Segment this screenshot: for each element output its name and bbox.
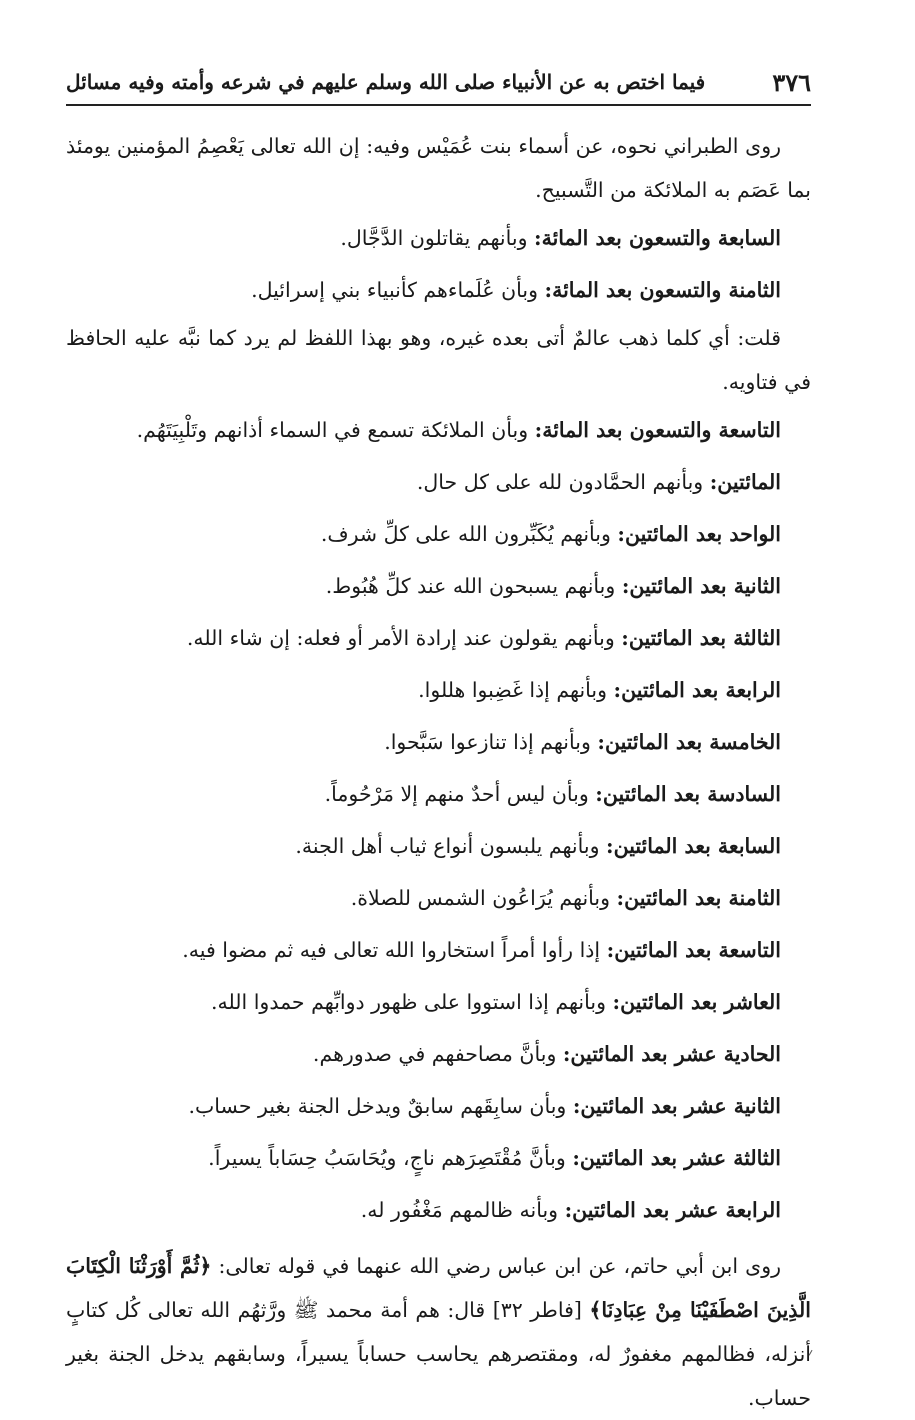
item-heading: السابعة والتسعون بعد المائة:	[534, 226, 781, 250]
item-heading: الرابعة بعد المائتين:	[613, 678, 781, 702]
list-item	[66, 924, 811, 976]
item-heading: الثالثة عشر بعد المائتين:	[572, 1146, 781, 1170]
item-text: وبأن الملائكة تسمع في السماء أذانهم وتَلْبِيَتَهُم.	[136, 418, 535, 442]
item-text: إذا رأوا أمراً استخاروا الله تعالى فيه ثم مضوا فيه.	[182, 938, 607, 962]
item-text: وبأنهم إذا تنازعوا سَبَّحوا.	[384, 730, 598, 754]
list-item	[66, 264, 811, 316]
body-text	[66, 124, 811, 1420]
closing-paragraph	[66, 1244, 811, 1420]
page-number: ٣٧٦	[772, 67, 811, 97]
item-text: وبأنهم يسبحون الله عند كلِّ هُبُوط.	[325, 574, 622, 598]
list-item	[66, 612, 811, 664]
item-heading: الرابعة عشر بعد المائتين:	[564, 1198, 781, 1222]
item-heading: المائتين:	[709, 470, 781, 494]
item-heading: الثانية بعد المائتين:	[621, 574, 781, 598]
list-item	[66, 404, 811, 456]
item-text: وبأن عُلَماءهم كأنبياء بني إسرائيل.	[251, 278, 545, 302]
item-text: وبأنهم الحمَّادون لله على كل حال.	[416, 470, 710, 494]
item-text: وبأنه ظالمهم مَغْفُور له.	[360, 1198, 565, 1222]
item-heading: التاسعة والتسعون بعد المائة:	[534, 418, 781, 442]
item-heading: الثالثة بعد المائتين:	[621, 626, 781, 650]
item-text: وبأنهم يُكَبِّرون الله على كلِّ شرف.	[320, 522, 618, 546]
item-text: وبأنَّ مصاحفهم في صدورهم.	[312, 1042, 563, 1066]
item-heading: التاسعة بعد المائتين:	[606, 938, 781, 962]
item-heading: السابعة بعد المائتين:	[606, 834, 781, 858]
item-text: وبأن سابِقَهم سابقٌ ويدخل الجنة بغير حساب.	[188, 1094, 573, 1118]
item-text: وبأنهم يقاتلون الدَّجَّال.	[340, 226, 535, 250]
closing-text-before: روى ابن أبي حاتم، عن ابن عباس رضي الله عنهما في قوله تعالى:	[211, 1254, 782, 1278]
list-item	[66, 1028, 811, 1080]
list-item	[66, 976, 811, 1028]
item-heading: الثامنة والتسعون بعد المائة:	[544, 278, 781, 302]
item-text: وبأنهم إذا غَضِبوا هللوا.	[418, 678, 614, 702]
item-text: وبأنَّ مُقْتَصِرَهم ناجٍ، ويُحَاسَبُ حِسَاباً يسيراً.	[208, 1146, 573, 1170]
list-item	[66, 664, 811, 716]
item-heading: الواحد بعد المائتين:	[617, 522, 781, 546]
item-heading: السادسة بعد المائتين:	[595, 782, 781, 806]
item-text: وبأنهم يقولون عند إرادة الأمر أو فعله: إن شاء الله.	[186, 626, 622, 650]
item-heading: الخامسة بعد المائتين:	[597, 730, 781, 754]
note-paragraph: قلت: أي كلما ذهب عالمٌ أتى بعده غيره، وهو بهذا اللفظ لم يرد كما نبَّه عليه الحافظ في فتاويه.	[66, 326, 811, 394]
item-text: وبأنهم يلبسون أنواع ثياب أهل الجنة.	[295, 834, 607, 858]
closing-text-after: [فاطر ٣٢] قال: هم أمة محمد ﷺ ورَّثهُم الله تعالى كُل كتابٍ أنزله، فظالمهم مغفورٌ له، ومقتصرهم يحاسب حساباً يسيراً، وسابقهم يدخل الجنة بغير حساب.	[66, 1298, 811, 1410]
list-item	[66, 508, 811, 560]
list-item	[66, 872, 811, 924]
page-header	[66, 60, 811, 106]
quran-quote: ﴿ثُمَّ أَوْرَثْنَا الْكِتَابَ الَّذِينَ اصْطَفَيْنَا مِنْ عِبَادِنَا﴾	[66, 1254, 811, 1322]
item-heading: الثامنة بعد المائتين:	[616, 886, 781, 910]
list-item	[66, 212, 811, 264]
items-group-b	[66, 404, 811, 1236]
list-item	[66, 716, 811, 768]
list-item	[66, 820, 811, 872]
list-item	[66, 1080, 811, 1132]
item-heading: العاشر بعد المائتين:	[612, 990, 781, 1014]
item-heading: الثانية عشر بعد المائتين:	[572, 1094, 781, 1118]
item-heading: الحادية عشر بعد المائتين:	[562, 1042, 781, 1066]
list-item	[66, 456, 811, 508]
list-item	[66, 1184, 811, 1236]
running-title: فيما اختص به عن الأنبياء صلى الله وسلم عليهم في شرعه وأمته وفيه مسائل	[66, 70, 706, 94]
item-text: وبأن ليس أحدٌ منهم إلا مَرْحُوماً.	[324, 782, 596, 806]
item-text: وبأنهم إذا استووا على ظهور دوابِّهم حمدوا الله.	[210, 990, 613, 1014]
list-item	[66, 768, 811, 820]
list-item	[66, 560, 811, 612]
list-item	[66, 1132, 811, 1184]
intro-paragraph: روى الطبراني نحوه، عن أسماء بنت عُمَيْس وفيه: إن الله تعالى يَعْصِمُ المؤمنين يومئذ بما عَصَم به الملائكة من التَّسبيح.	[66, 134, 811, 202]
items-group-a	[66, 212, 811, 316]
item-text: وبأنهم يُرَاعُون الشمس للصلاة.	[350, 886, 617, 910]
